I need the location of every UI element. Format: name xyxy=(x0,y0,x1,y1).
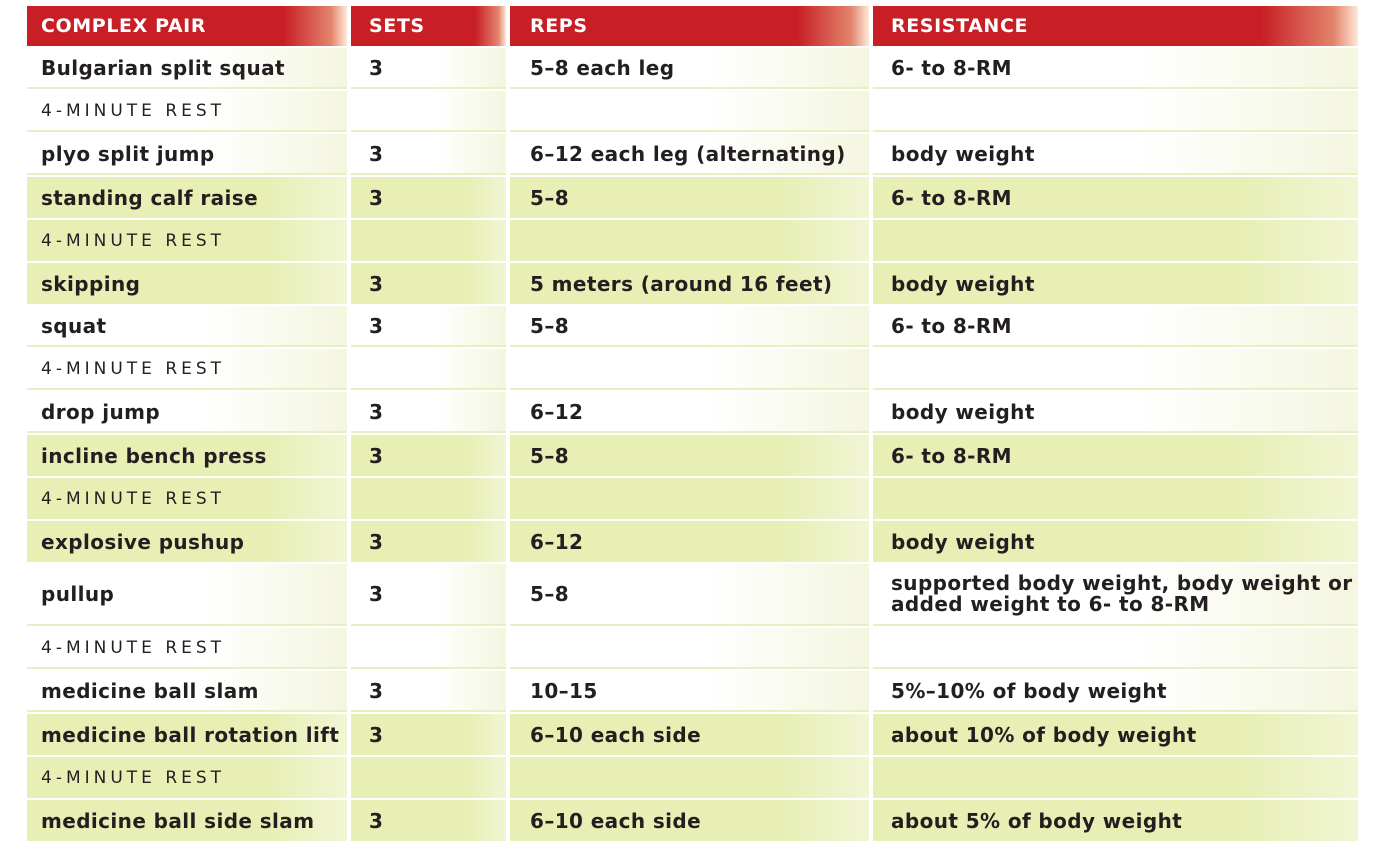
rest-row xyxy=(27,220,1358,261)
reps-cell xyxy=(510,757,869,798)
resistance-cell xyxy=(873,628,1358,669)
rest-label: 4-MINUTE REST xyxy=(27,757,347,798)
sets-cell xyxy=(351,91,506,132)
reps-cell xyxy=(510,91,869,132)
resistance-cell: body weight xyxy=(873,263,1358,304)
resistance-cell: body weight xyxy=(873,134,1358,175)
exercise-cell: drop jump xyxy=(27,392,347,433)
reps-cell: 5–8 xyxy=(510,435,869,476)
rest-row xyxy=(27,628,1358,669)
resistance-cell: body weight xyxy=(873,392,1358,433)
table-row xyxy=(27,48,1358,89)
resistance-cell: supported body weight, body weight or added weight to 6- to 8-RM xyxy=(873,564,1358,626)
sets-cell: 3 xyxy=(351,671,506,712)
reps-cell: 5 meters (around 16 feet) xyxy=(510,263,869,304)
resistance-cell: 5%–10% of body weight xyxy=(873,671,1358,712)
table-row xyxy=(27,564,1358,626)
rest-row xyxy=(27,478,1358,519)
sets-cell: 3 xyxy=(351,714,506,755)
resistance-cell: 6- to 8-RM xyxy=(873,48,1358,89)
rest-row xyxy=(27,757,1358,798)
rest-label: 4-MINUTE REST xyxy=(27,628,347,669)
sets-cell: 3 xyxy=(351,800,506,841)
reps-cell xyxy=(510,628,869,669)
table-row xyxy=(27,800,1358,841)
sets-cell: 3 xyxy=(351,564,506,626)
sets-cell: 3 xyxy=(351,48,506,89)
exercise-cell: explosive pushup xyxy=(27,521,347,562)
rest-label: 4-MINUTE REST xyxy=(27,220,347,261)
header-sets: SETS xyxy=(351,6,506,46)
sets-cell: 3 xyxy=(351,263,506,304)
resistance-cell xyxy=(873,757,1358,798)
exercise-cell: plyo split jump xyxy=(27,134,347,175)
exercise-cell: squat xyxy=(27,306,347,347)
resistance-cell: 6- to 8-RM xyxy=(873,435,1358,476)
rest-label: 4-MINUTE REST xyxy=(27,91,347,132)
exercise-cell: medicine ball rotation lift xyxy=(27,714,347,755)
table-row xyxy=(27,521,1358,562)
reps-cell: 5–8 xyxy=(510,306,869,347)
rest-label: 4-MINUTE REST xyxy=(27,478,347,519)
sets-cell xyxy=(351,220,506,261)
reps-cell xyxy=(510,220,869,261)
table-row xyxy=(27,177,1358,218)
table-row xyxy=(27,714,1358,755)
rest-row xyxy=(27,349,1358,390)
table-row xyxy=(27,435,1358,476)
exercise-cell: medicine ball side slam xyxy=(27,800,347,841)
rest-label: 4-MINUTE REST xyxy=(27,349,347,390)
exercise-cell: medicine ball slam xyxy=(27,671,347,712)
resistance-cell xyxy=(873,349,1358,390)
reps-cell: 5–8 xyxy=(510,564,869,626)
reps-cell: 6–10 each side xyxy=(510,800,869,841)
resistance-cell: 6- to 8-RM xyxy=(873,306,1358,347)
sets-cell: 3 xyxy=(351,392,506,433)
exercise-cell: skipping xyxy=(27,263,347,304)
rest-row xyxy=(27,91,1358,132)
exercise-cell: pullup xyxy=(27,564,347,626)
sets-cell xyxy=(351,478,506,519)
table-row xyxy=(27,671,1358,712)
reps-cell xyxy=(510,478,869,519)
sets-cell: 3 xyxy=(351,134,506,175)
exercise-cell: Bulgarian split squat xyxy=(27,48,347,89)
sets-cell: 3 xyxy=(351,521,506,562)
resistance-cell xyxy=(873,91,1358,132)
table-row xyxy=(27,306,1358,347)
resistance-cell xyxy=(873,478,1358,519)
sets-cell xyxy=(351,349,506,390)
table-row xyxy=(27,263,1358,304)
resistance-cell: 6- to 8-RM xyxy=(873,177,1358,218)
reps-cell: 6–10 each side xyxy=(510,714,869,755)
reps-cell: 5–8 xyxy=(510,177,869,218)
reps-cell: 6–12 xyxy=(510,521,869,562)
table-row xyxy=(27,134,1358,175)
sets-cell xyxy=(351,757,506,798)
sets-cell xyxy=(351,628,506,669)
resistance-cell: about 10% of body weight xyxy=(873,714,1358,755)
reps-cell xyxy=(510,349,869,390)
exercise-cell: standing calf raise xyxy=(27,177,347,218)
table-row xyxy=(27,392,1358,433)
sets-cell: 3 xyxy=(351,435,506,476)
reps-cell: 6–12 each leg (alternating) xyxy=(510,134,869,175)
reps-cell: 6–12 xyxy=(510,392,869,433)
header-complex-pair: COMPLEX PAIR xyxy=(27,6,347,46)
resistance-cell xyxy=(873,220,1358,261)
resistance-cell: about 5% of body weight xyxy=(873,800,1358,841)
reps-cell: 5–8 each leg xyxy=(510,48,869,89)
resistance-cell: body weight xyxy=(873,521,1358,562)
header-reps: REPS xyxy=(510,6,869,46)
sets-cell: 3 xyxy=(351,306,506,347)
reps-cell: 10–15 xyxy=(510,671,869,712)
header-resistance: RESISTANCE xyxy=(873,6,1358,46)
table-header xyxy=(27,6,1358,46)
exercise-table xyxy=(27,6,1358,843)
sets-cell: 3 xyxy=(351,177,506,218)
exercise-cell: incline bench press xyxy=(27,435,347,476)
